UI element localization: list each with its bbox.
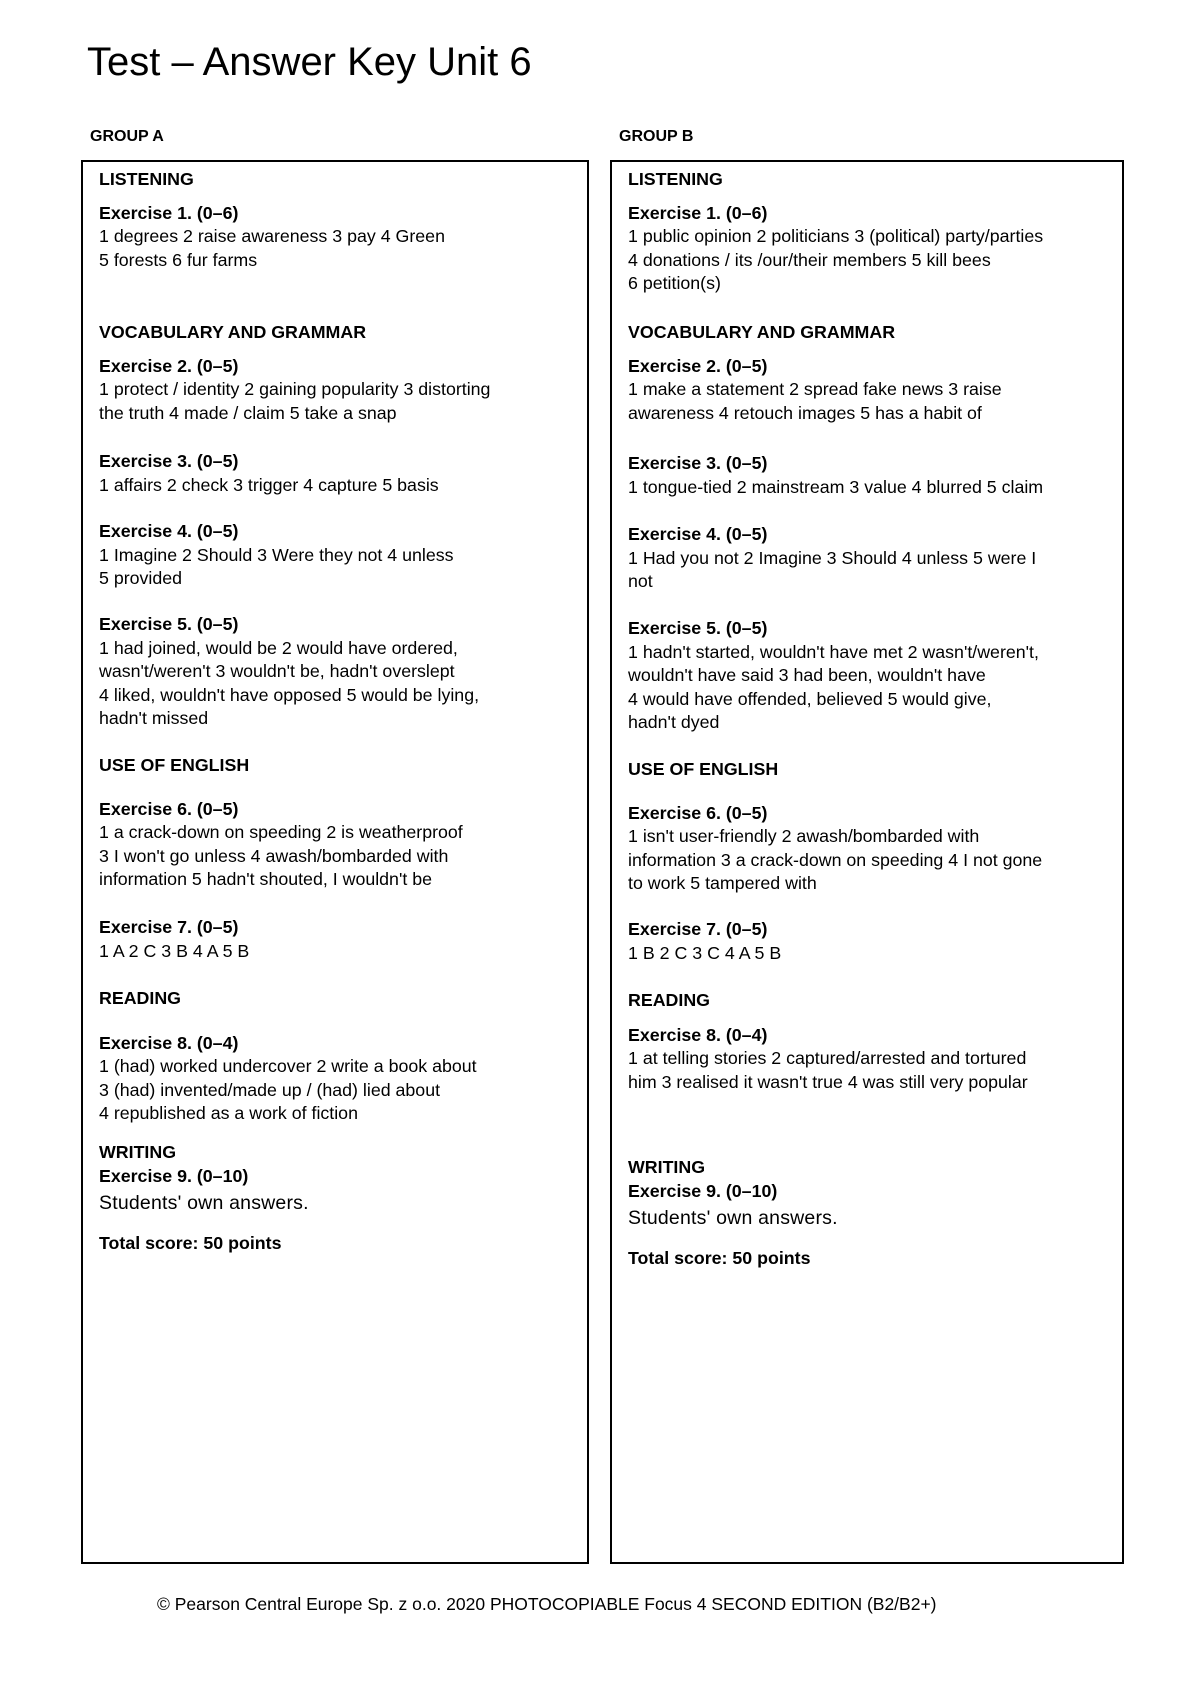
section-heading: LISTENING bbox=[99, 169, 194, 189]
exercise-3-block bbox=[99, 450, 577, 497]
section-heading: LISTENING bbox=[628, 169, 723, 189]
copyright-footer: © Pearson Central Europe Sp. z o.o. 2020 PHOTOCOPIABLE Focus 4 SECOND EDITION (B2/B2+) bbox=[157, 1594, 937, 1614]
exercise-9-title: Exercise 9. (0–10) bbox=[628, 1180, 778, 1201]
exercise-8-title: Exercise 8. (0–4) bbox=[99, 1032, 239, 1053]
group-b-label: GROUP B bbox=[619, 128, 694, 145]
exercise-4-block bbox=[628, 523, 1112, 594]
vocabulary-grammar-section bbox=[628, 321, 1112, 425]
exercise-4-answers: 1 Imagine 2 Should 3 Were they not 4 unless 5 provided bbox=[99, 544, 454, 588]
exercise-3-answers: 1 tongue-tied 2 mainstream 3 value 4 blurred 5 claim bbox=[628, 476, 1044, 497]
exercise-3-block bbox=[628, 452, 1112, 499]
exercise-5-title: Exercise 5. (0–5) bbox=[628, 618, 768, 638]
exercise-8-title: Exercise 8. (0–4) bbox=[628, 1024, 768, 1045]
exercise-2-answers: 1 make a statement 2 spread fake news 3 raise awareness 4 retouch images 5 has a habit of bbox=[628, 379, 1002, 423]
exercise-2-title: Exercise 2. (0–5) bbox=[99, 355, 239, 376]
writing-section bbox=[628, 1156, 1112, 1270]
exercise-6-title: Exercise 6. (0–5) bbox=[99, 798, 239, 819]
section-heading: USE OF ENGLISH bbox=[628, 759, 779, 779]
total-score: Total score: 50 points bbox=[628, 1247, 811, 1268]
exercise-7-block bbox=[99, 916, 577, 963]
section-heading: VOCABULARY AND GRAMMAR bbox=[99, 322, 367, 342]
exercise-1-answers: 1 public opinion 2 politicians 3 (political) party/parties 4 donations / its /our/their members 5 kill bees 6 petition(s) bbox=[628, 226, 1044, 293]
exercise-1-title: Exercise 1. (0–6) bbox=[628, 202, 768, 223]
listening-section bbox=[99, 168, 577, 272]
exercise-3-answers: 1 affairs 2 check 3 trigger 4 capture 5 basis bbox=[99, 474, 439, 495]
exercise-7-answers: 1 A 2 C 3 B 4 A 5 B bbox=[99, 940, 250, 961]
page-title: Test – Answer Key Unit 6 bbox=[87, 40, 532, 84]
reading-section bbox=[99, 987, 577, 1126]
exercise-6-answers: 1 isn't user-friendly 2 awash/bombarded with information 3 a crack-down on speeding 4 I not gone to work 5 tampered with bbox=[628, 826, 1043, 893]
exercise-4-title: Exercise 4. (0–5) bbox=[628, 524, 768, 544]
exercise-5-block bbox=[99, 613, 577, 731]
exercise-5-block bbox=[628, 617, 1112, 735]
exercise-6-answers: 1 a crack-down on speeding 2 is weatherproof 3 I won't go unless 4 awash/bombarded with information 5 hadn't shouted, I wouldn't be bbox=[99, 822, 463, 889]
section-heading: READING bbox=[628, 990, 710, 1010]
exercise-5-answers: 1 had joined, would be 2 would have ordered, wasn't/weren't 3 wouldn't be, hadn't overslept 4 liked, wouldn't have opposed 5 would be lying, hadn't missed bbox=[99, 637, 480, 728]
exercise-9-answers: Students' own answers. bbox=[99, 1192, 309, 1214]
section-heading: WRITING bbox=[99, 1142, 177, 1162]
use-of-english-section bbox=[99, 754, 577, 892]
exercise-2-answers: 1 protect / identity 2 gaining popularity 3 distorting the truth 4 made / claim 5 take a snap bbox=[99, 379, 491, 423]
exercise-5-answers: 1 hadn't started, wouldn't have met 2 wasn't/weren't, wouldn't have said 3 had been, wouldn't have 4 would have offended, believed 5 would give, hadn't dyed bbox=[628, 641, 1039, 732]
exercise-9-title: Exercise 9. (0–10) bbox=[99, 1165, 249, 1186]
section-heading: READING bbox=[99, 988, 181, 1008]
reading-section bbox=[628, 989, 1112, 1094]
exercise-3-title: Exercise 3. (0–5) bbox=[628, 453, 768, 473]
exercise-3-title: Exercise 3. (0–5) bbox=[99, 451, 239, 471]
exercise-4-answers: 1 Had you not 2 Imagine 3 Should 4 unless 5 were I not bbox=[628, 547, 1037, 591]
exercise-1-answers: 1 degrees 2 raise awareness 3 pay 4 Green 5 forests 6 fur farms bbox=[99, 226, 445, 270]
use-of-english-section bbox=[628, 758, 1112, 896]
exercise-2-title: Exercise 2. (0–5) bbox=[628, 355, 768, 376]
exercise-4-title: Exercise 4. (0–5) bbox=[99, 521, 239, 541]
group-a-label: GROUP A bbox=[90, 128, 164, 145]
listening-section bbox=[628, 168, 1112, 296]
exercise-7-answers: 1 B 2 C 3 C 4 A 5 B bbox=[628, 942, 782, 963]
exercise-7-block bbox=[628, 918, 1112, 965]
exercise-9-answers: Students' own answers. bbox=[628, 1207, 838, 1229]
exercise-4-block bbox=[99, 520, 577, 591]
group-a-box bbox=[81, 160, 589, 1564]
exercise-7-title: Exercise 7. (0–5) bbox=[628, 919, 768, 939]
exercise-1-title: Exercise 1. (0–6) bbox=[99, 202, 239, 223]
exercise-6-title: Exercise 6. (0–5) bbox=[628, 802, 768, 823]
group-b-box bbox=[610, 160, 1124, 1564]
writing-section bbox=[99, 1141, 577, 1255]
exercise-5-title: Exercise 5. (0–5) bbox=[99, 614, 239, 634]
section-heading: WRITING bbox=[628, 1157, 706, 1177]
vocabulary-grammar-section bbox=[99, 321, 577, 425]
exercise-7-title: Exercise 7. (0–5) bbox=[99, 917, 239, 937]
exercise-8-answers: 1 at telling stories 2 captured/arrested and tortured him 3 realised it wasn't true 4 was still very popular bbox=[628, 1048, 1028, 1092]
section-heading: VOCABULARY AND GRAMMAR bbox=[628, 322, 896, 342]
section-heading: USE OF ENGLISH bbox=[99, 755, 250, 775]
exercise-8-answers: 1 (had) worked undercover 2 write a book about 3 (had) invented/made up / (had) lied about 4 republished as a work of fiction bbox=[99, 1056, 477, 1123]
total-score: Total score: 50 points bbox=[99, 1232, 282, 1253]
